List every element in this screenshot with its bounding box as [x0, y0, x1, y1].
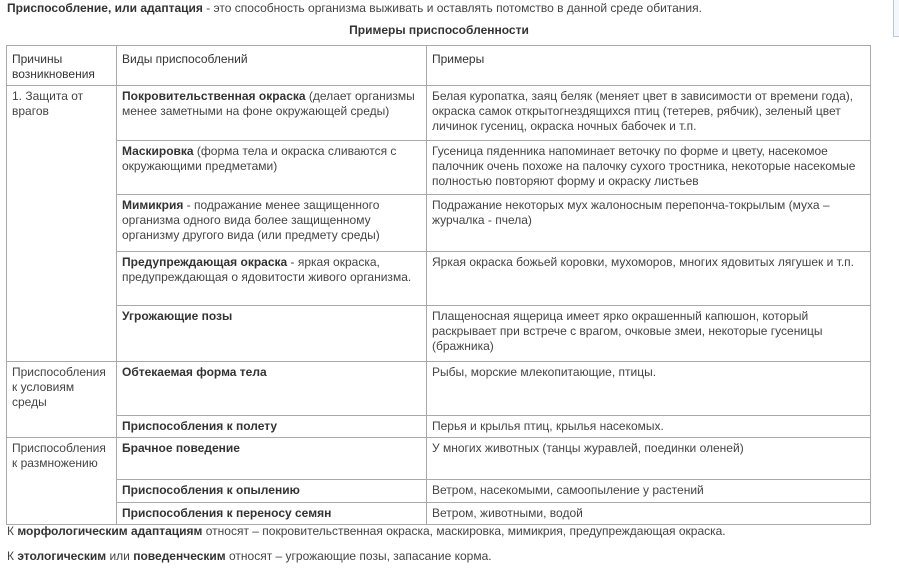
example-cell: Ветром, животными, водой	[427, 503, 871, 525]
definition-text: - это способность организма выживать и оставлять потомство в данной среде обитания.	[202, 1, 702, 15]
header-reasons: Причины возникновения	[7, 46, 117, 86]
type-cell	[117, 252, 427, 306]
footer-text: К	[7, 549, 18, 563]
type-term: Угрожающие позы	[122, 309, 233, 323]
type-term: Приспособления к полету	[122, 419, 278, 433]
header-types: Виды приспособлений	[117, 46, 427, 86]
footer-term-behavioral: поведенческим	[133, 549, 226, 563]
table-row	[7, 362, 871, 416]
type-term: Предупреждающая окраска	[122, 255, 288, 269]
footer-text: или	[106, 549, 134, 563]
footer-term-ethological: этологическим	[17, 549, 107, 563]
type-cell	[117, 503, 427, 525]
header-examples: Примеры	[427, 46, 871, 86]
table-title: Примеры приспособленности	[349, 23, 529, 37]
table-row	[7, 503, 871, 525]
group-protection: 1. Защита от врагов	[7, 86, 117, 362]
footer-term-morphological: морфологическим адаптациям	[17, 524, 203, 538]
type-description: - яркая окраска, предупреждающая о ядовитости живого организма.	[122, 255, 412, 284]
type-term: Мимикрия	[122, 198, 184, 212]
type-cell	[117, 416, 427, 438]
type-cell	[117, 362, 427, 416]
group-reproduction: Приспособления к размножению	[7, 438, 117, 525]
type-cell	[117, 306, 427, 362]
example-cell: Подражание некоторых мух жалоносным перепонча-токрылым (муха – журчалка - пчела)	[427, 195, 871, 252]
definition-line	[7, 1, 702, 15]
table-row	[7, 252, 871, 306]
type-cell	[117, 86, 427, 141]
footer-behavioral	[7, 549, 492, 563]
adaptations-table	[6, 45, 871, 525]
type-term: Брачное поведение	[122, 441, 240, 455]
example-cell: Рыбы, морские млекопитающие, птицы.	[427, 362, 871, 416]
example-cell: Яркая окраска божьей коровки, мухоморов, многих ядовитых лягушек и т.п.	[427, 252, 871, 306]
table-row	[7, 480, 871, 503]
footer-text: относят – угрожающие позы, запасание корма.	[225, 549, 492, 563]
type-description: - подражание менее защищенного организма одного вида более защищенному организму другого вида (или предмету среды)	[122, 198, 380, 242]
table-row	[7, 416, 871, 438]
type-cell	[117, 195, 427, 252]
type-term: Приспособления к опылению	[122, 483, 300, 497]
type-cell	[117, 438, 427, 480]
example-cell: Гусеница пяденника напоминает веточку по форме и цвету, насекомое палочник очень похоже на палочку сухого тростника, некоторые насекомые полностью повторяют форму и окраску листьев	[427, 141, 871, 195]
type-term: Маскировка	[122, 144, 194, 158]
table-row	[7, 141, 871, 195]
table-row	[7, 195, 871, 252]
type-description: (делает организмы менее заметными на фоне окружающей среды)	[122, 89, 415, 118]
footer-text: К	[7, 524, 18, 538]
group-environment: Приспособления к условиям среды	[7, 362, 117, 438]
side-panel-edge	[893, 0, 899, 37]
type-term: Приспособления к переносу семян	[122, 506, 332, 520]
type-term: Покровительственная окраска	[122, 89, 306, 103]
type-term: Обтекаемая форма тела	[122, 365, 267, 379]
example-cell: Перья и крылья птиц, крылья насекомых.	[427, 416, 871, 438]
definition-term: Приспособление, или адаптация	[7, 1, 203, 15]
footer-morphological	[7, 524, 726, 538]
example-cell: Плащеносная ящерица имеет ярко окрашенный капюшон, который раскрывает при встрече с врагом, очковые змеи, некоторые гусеницы (бражника)	[427, 306, 871, 362]
type-cell	[117, 480, 427, 503]
example-cell: Ветром, насекомыми, самоопыление у растений	[427, 480, 871, 503]
table-header-row	[7, 46, 871, 86]
table-row	[7, 86, 871, 141]
table-row	[7, 306, 871, 362]
type-description: (форма тела и окраска сливаются с окружающими предметами)	[122, 144, 397, 173]
type-cell	[117, 141, 427, 195]
example-cell: Белая куропатка, заяц беляк (меняет цвет в зависимости от времени года), окраска самок открытогнездящихся птиц (тетерев, рябчик), зеленый цвет личинок гусениц, окраска ночных бабочек и т.п.	[427, 86, 871, 141]
example-cell: У многих животных (танцы журавлей, поединки оленей)	[427, 438, 871, 480]
footer-text: относят – покровительственная окраска, маскировка, мимикрия, предупреждающая окраска.	[202, 524, 726, 538]
table-row	[7, 438, 871, 480]
